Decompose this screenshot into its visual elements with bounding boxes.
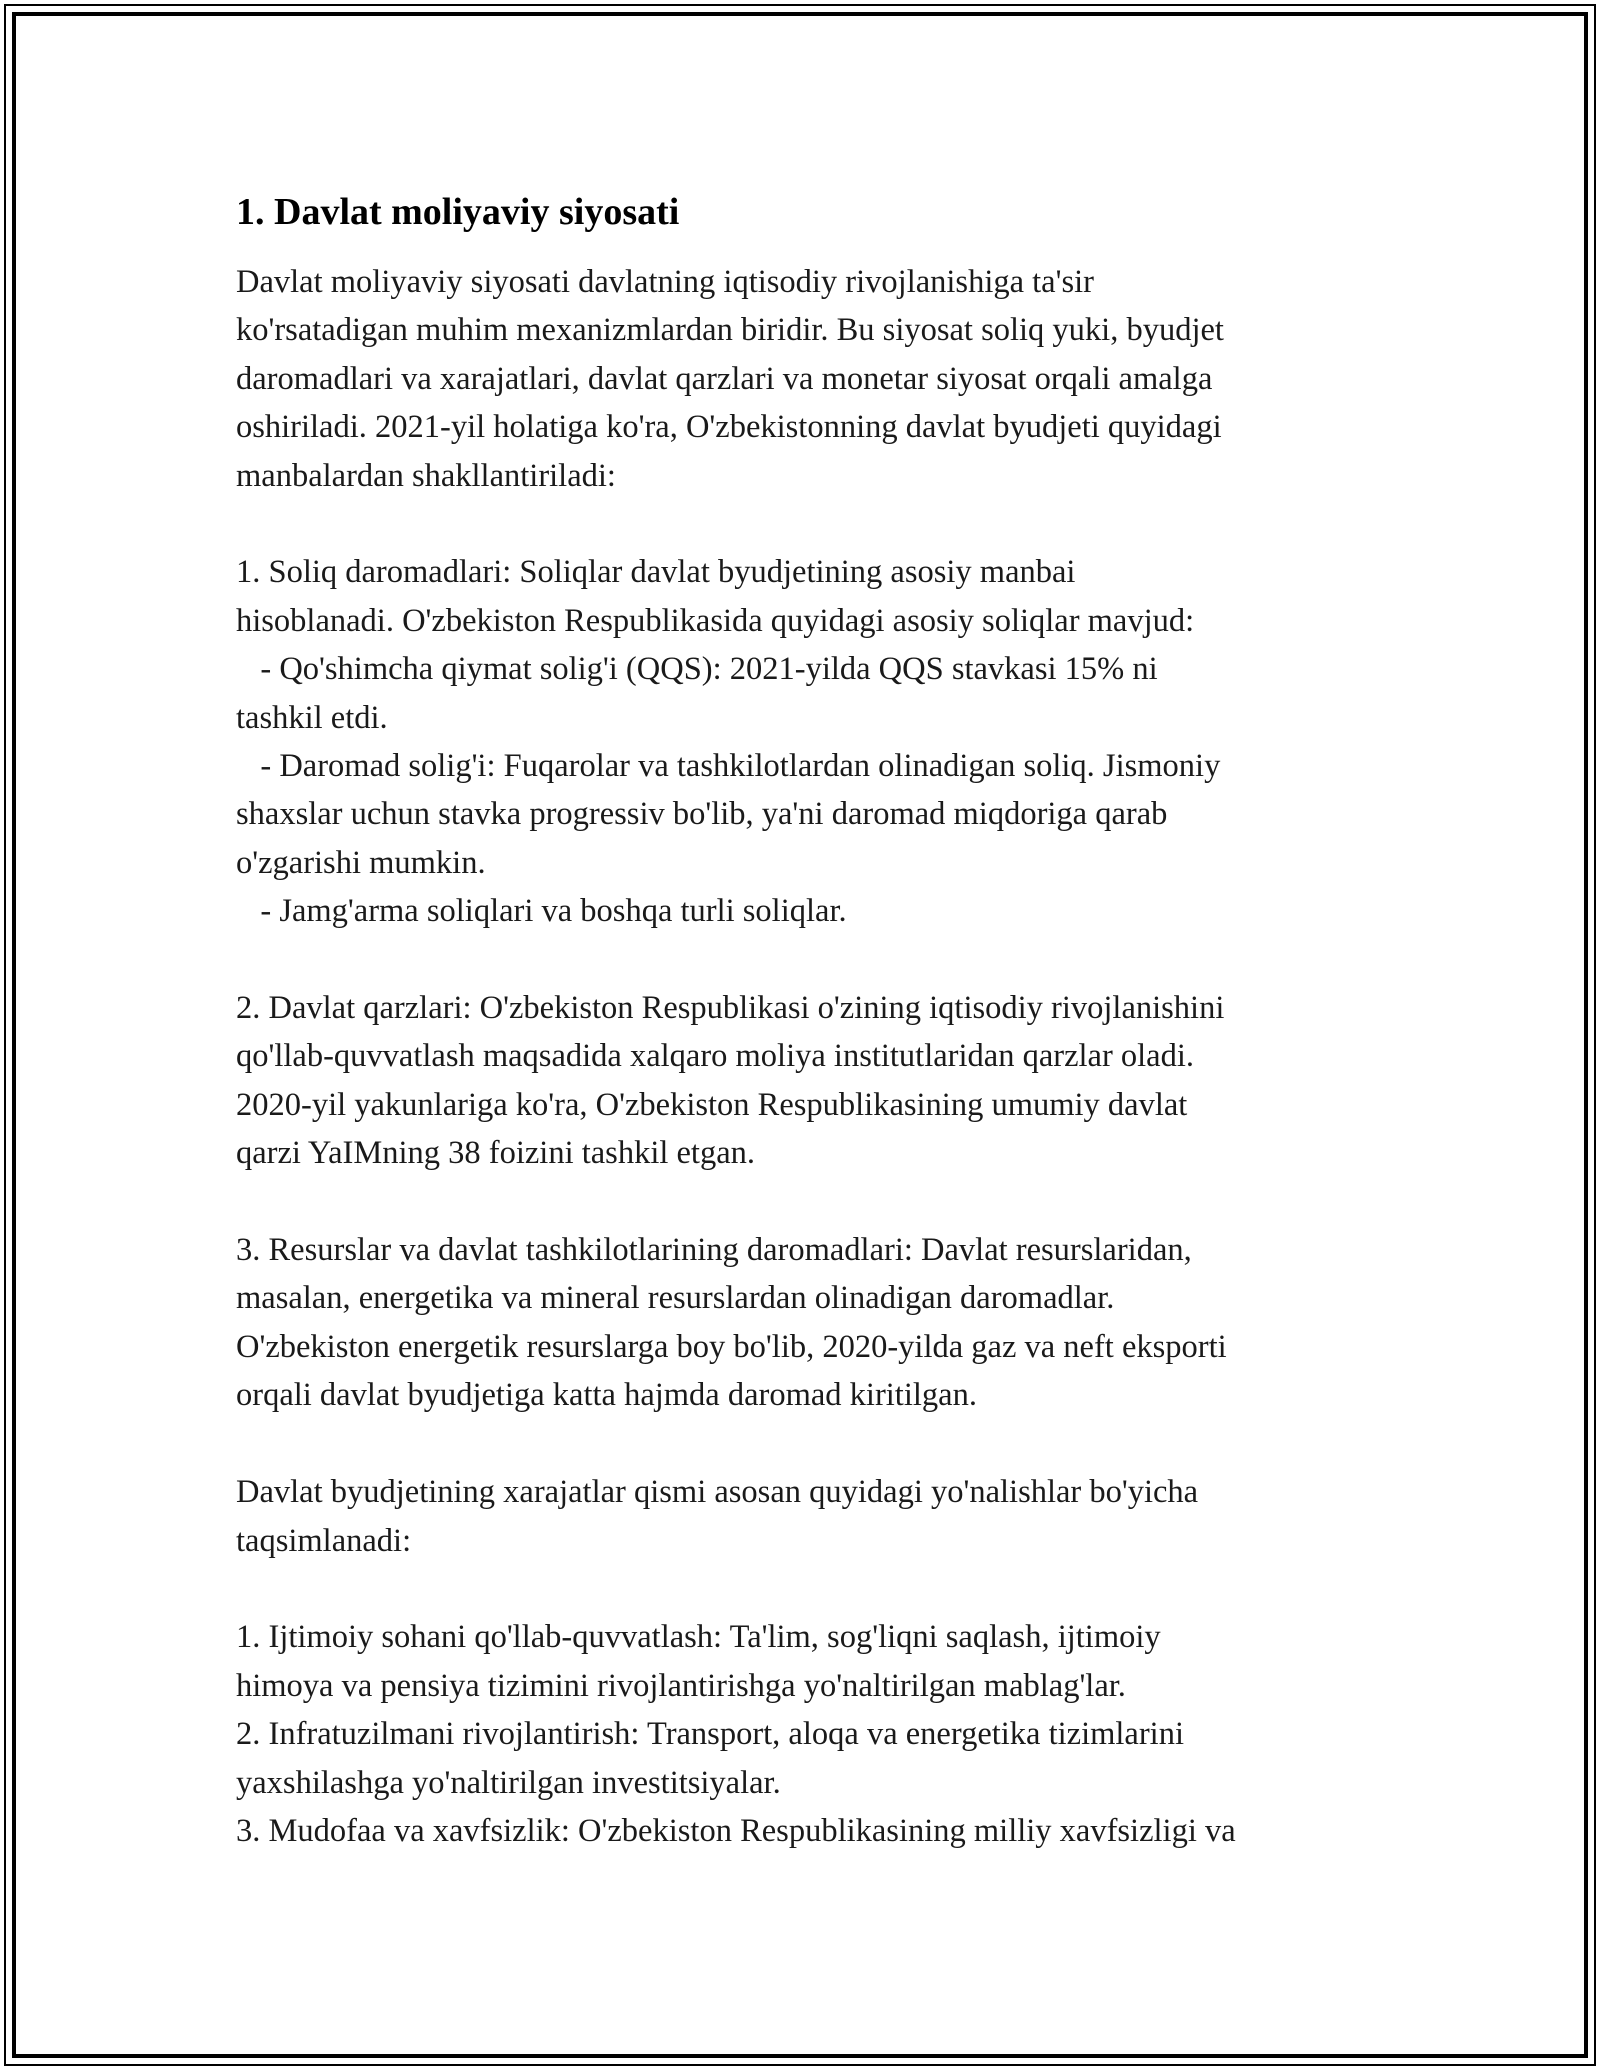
text-line: orqali davlat byudjetiga katta hajmda daromad kiritilgan. (236, 1377, 977, 1414)
text-line: 2. Infratuzilmani rivojlantirish: Transport, aloqa va energetika tizimlarini (236, 1716, 1184, 1753)
text-line: tashkil etdi. (236, 699, 388, 736)
text-line: masalan, energetika va mineral resurslardan olinadigan daromadlar. (236, 1280, 1115, 1317)
text-line: 3. Resurslar va davlat tashkilotlarining daromadlari: Davlat resurslaridan, (236, 1232, 1192, 1269)
blank-line (236, 1565, 1406, 1613)
text-line: - Daromad solig'i: Fuqarolar va tashkilotlardan olinadigan soliq. Jismoniy (236, 748, 1221, 785)
text-line: qarzi YaIMning 38 foizini tashkil etgan. (236, 1135, 756, 1172)
text-line: hisoblanadi. O'zbekiston Respublikasida quyidagi asosiy soliqlar mavjud: (236, 602, 1195, 639)
text-line: oshiriladi. 2021-yil holatiga ko'ra, O'zbekistonning davlat byudjeti quyidagi (236, 409, 1222, 446)
blank-line (236, 1420, 1406, 1468)
blank-line (236, 500, 1406, 548)
text-line: manbalardan shakllantiriladi: (236, 457, 616, 494)
document-body (236, 258, 1406, 1855)
text-line: 2. Davlat qarzlari: O'zbekiston Respublikasi o'zining iqtisodiy rivojlanishini (236, 990, 1225, 1027)
text-line: - Jamg'arma soliqlari va boshqa turli soliqlar. (236, 893, 847, 930)
text-line: daromadlari va xarajatlari, davlat qarzlari va monetar siyosat orqali amalga (236, 360, 1213, 397)
text-line: taqsimlanadi: (236, 1522, 412, 1559)
text-line: Davlat byudjetining xarajatlar qismi asosan quyidagi yo'nalishlar bo'yicha (236, 1474, 1199, 1511)
text-line: - Qo'shimcha qiymat solig'i (QQS): 2021-yilda QQS stavkasi 15% ni (236, 651, 1158, 688)
text-line: o'zgarishi mumkin. (236, 844, 486, 881)
text-line: Davlat moliyaviy siyosati davlatning iqtisodiy rivojlanishiga ta'sir (236, 264, 1094, 300)
text-line: 1. Ijtimoiy sohani qo'llab-quvvatlash: Ta'lim, sog'liqni saqlash, ijtimoiy (236, 1619, 1161, 1656)
blank-line (236, 1178, 1406, 1226)
section-heading: 1. Davlat moliyaviy siyosati (236, 191, 680, 233)
text-line: yaxshilashga yo'naltirilgan investitsiyalar. (236, 1764, 781, 1801)
text-line: O'zbekiston energetik resurslarga boy bo'lib, 2020-yilda gaz va neft eksporti (236, 1328, 1227, 1365)
text-line: himoya va pensiya tizimini rivojlantirishga yo'naltirilgan mablag'lar. (236, 1667, 1126, 1704)
text-line: 3. Mudofaa va xavfsizlik: O'zbekiston Respublikasining milliy xavfsizligi va (236, 1812, 1236, 1849)
text-line: qo'llab-quvvatlash maqsadida xalqaro moliya institutlaridan qarzlar oladi. (236, 1038, 1195, 1075)
text-line: ko'rsatadigan muhim mexanizmlardan biridir. Bu siyosat soliq yuki, byudjet (236, 312, 1224, 349)
text-line: shaxslar uchun stavka progressiv bo'lib, ya'ni daromad miqdoriga qarab (236, 796, 1168, 833)
text-line: 2020-yil yakunlariga ko'ra, O'zbekiston Respublikasining umumiy davlat (236, 1086, 1188, 1123)
blank-line (236, 936, 1406, 984)
text-line: 1. Soliq daromadlari: Soliqlar davlat byudjetining asosiy manbai (236, 554, 1076, 591)
document-page (236, 188, 1406, 1855)
